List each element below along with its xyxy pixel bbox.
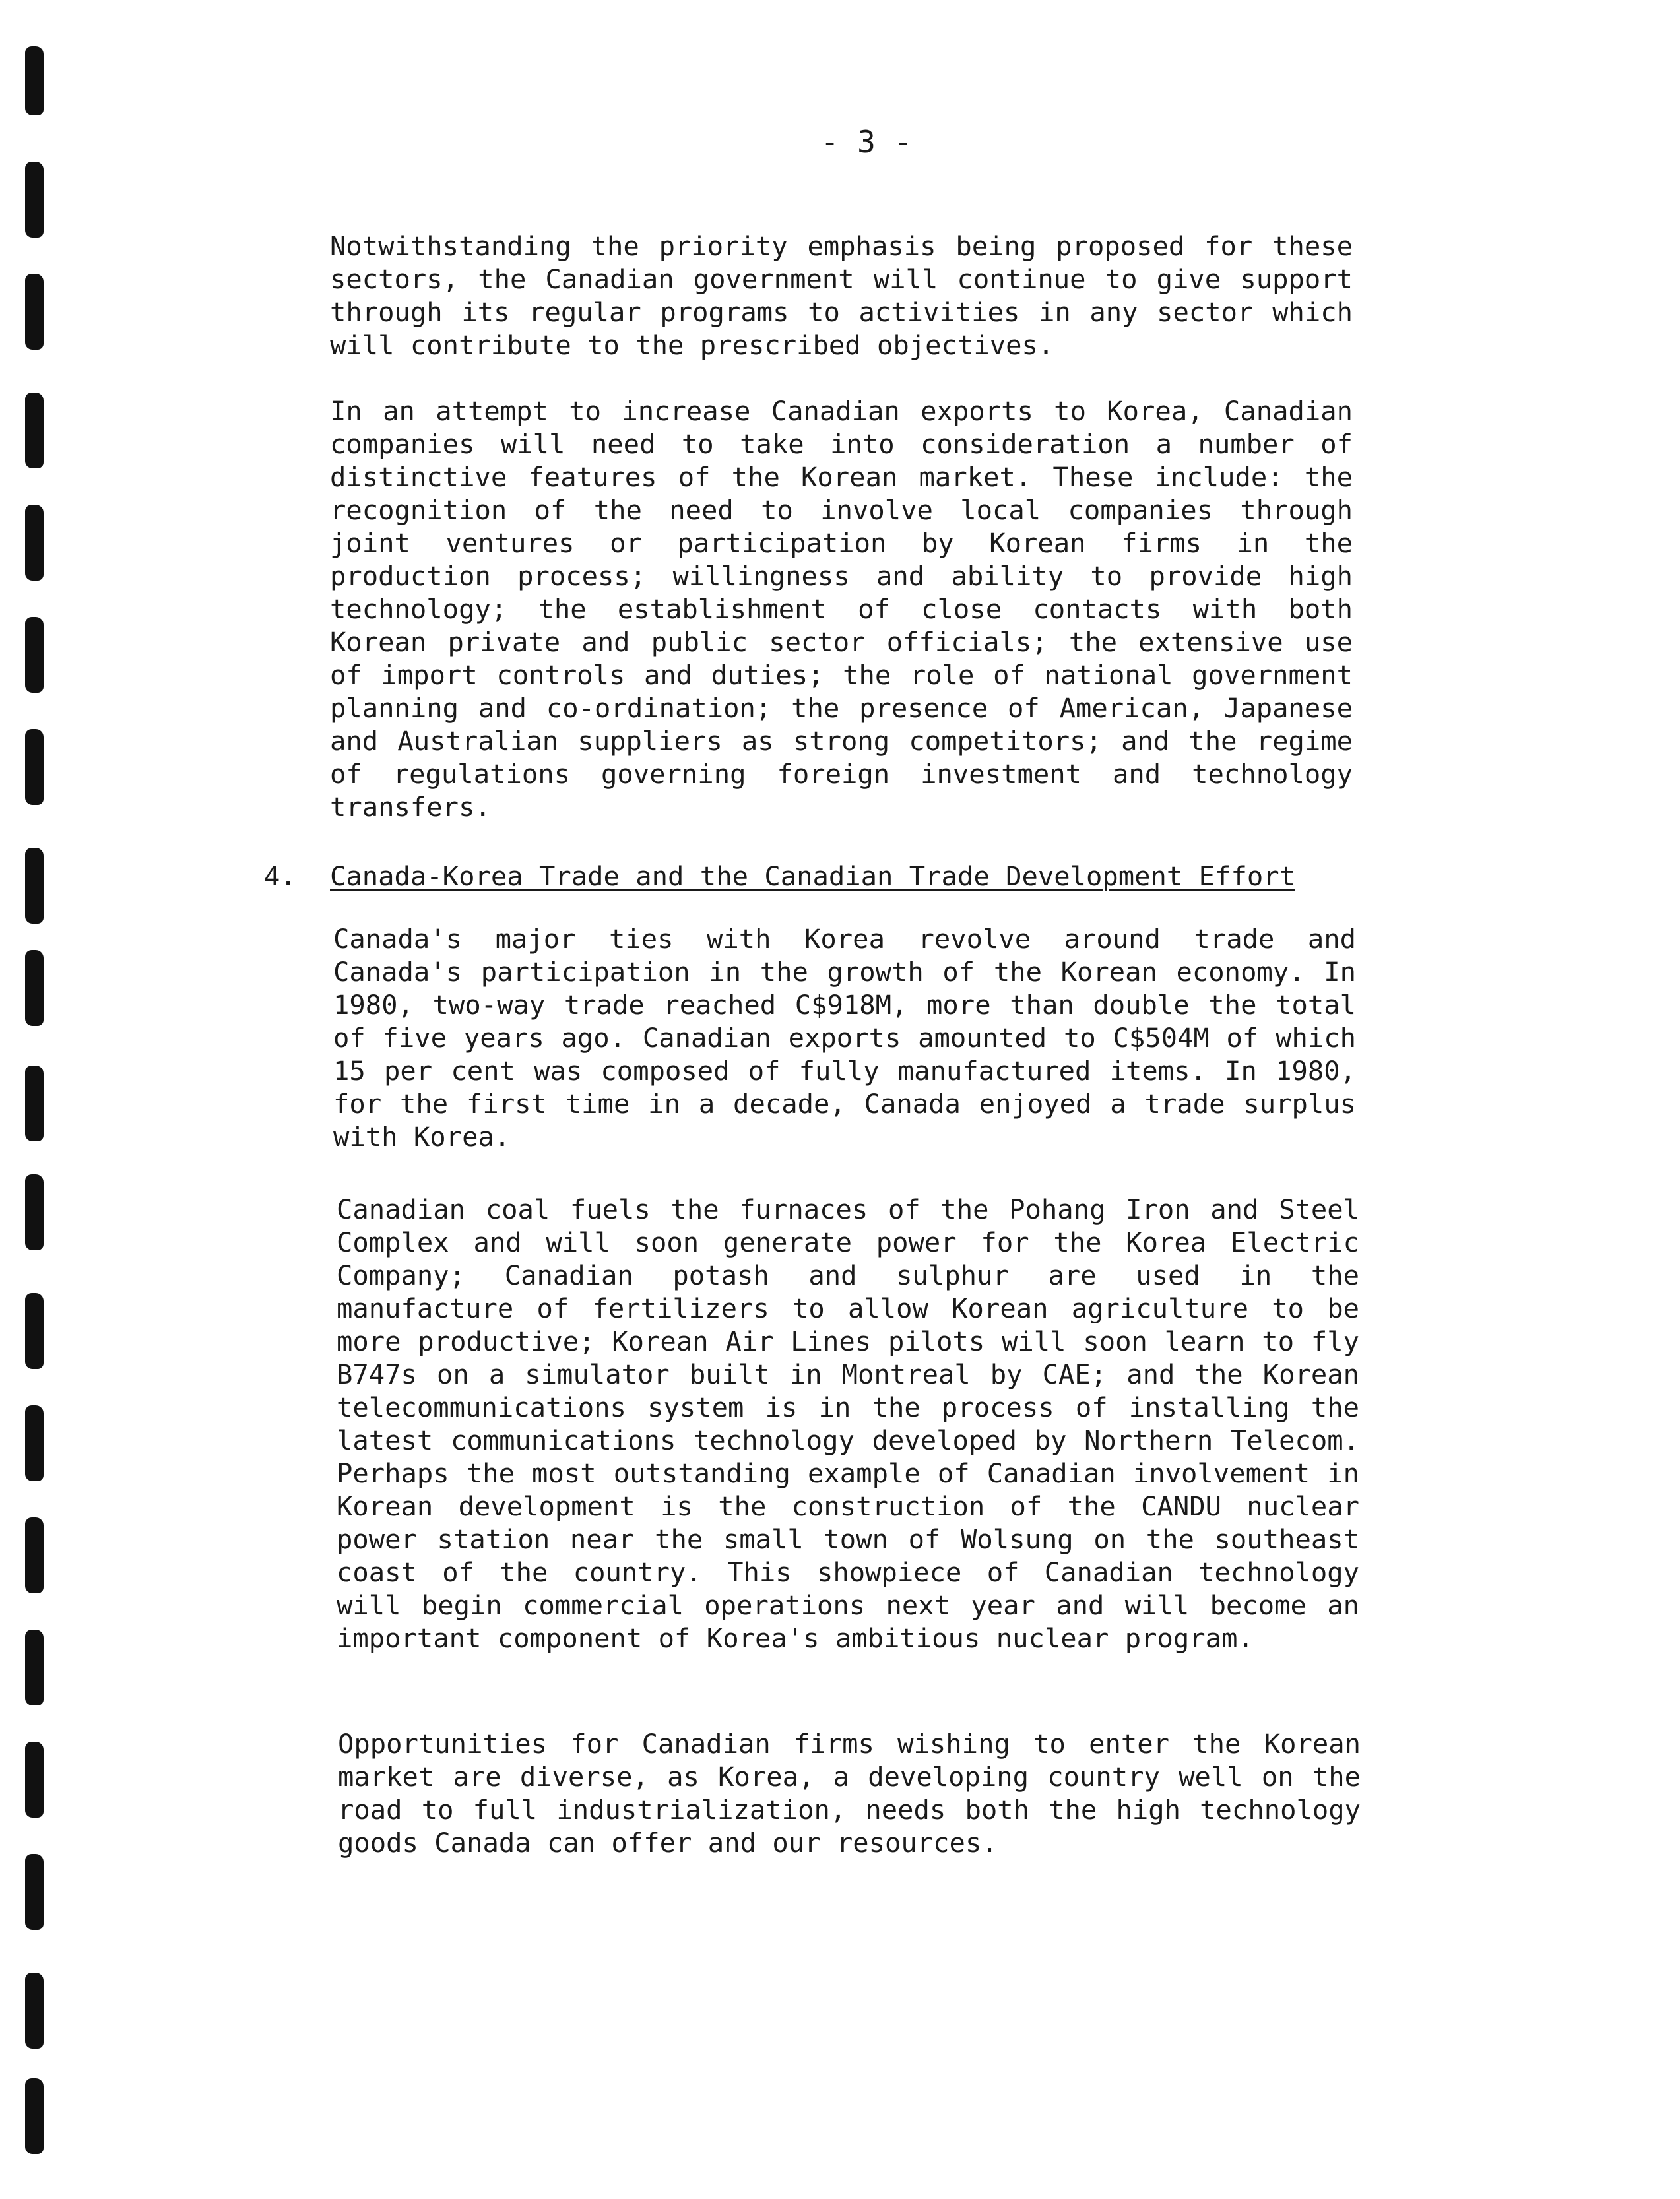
binder-hole — [25, 46, 44, 115]
section-title: Canada-Korea Trade and the Canadian Trade Development Effort — [330, 860, 1295, 892]
binder-hole — [25, 950, 44, 1026]
paragraph-sector-support: Notwithstanding the priority emphasis being proposed for these sectors, the Canadian government will continue to give support through its regular programs to activities in any sector which will contribute to the prescribed objectives. — [330, 230, 1353, 361]
binder-hole — [25, 1293, 44, 1369]
binder-hole — [25, 505, 44, 581]
section-heading — [264, 860, 1386, 893]
binder-hole-marks — [20, 40, 59, 2151]
binder-hole — [25, 1973, 44, 2049]
binder-hole — [25, 2078, 44, 2154]
binder-hole — [25, 1066, 44, 1141]
binder-hole — [25, 617, 44, 693]
binder-hole — [25, 1174, 44, 1250]
binder-hole — [25, 1517, 44, 1593]
binder-hole — [25, 1630, 44, 1705]
binder-hole — [25, 393, 44, 468]
page-number: - 3 - — [820, 124, 913, 160]
binder-hole — [25, 1405, 44, 1481]
binder-hole — [25, 1742, 44, 1818]
paragraph-korean-market-features: In an attempt to increase Canadian exports to Korea, Canadian companies will need to take into consideration a number of distinctive features of the Korean market. These include: the recognition of the need to involve local companies through joint ventures or participation by Korean firms in the production process; willingness and ability to provide high technology; the establishment of close contacts with both Korean private and public sector officials; the extensive use of import controls and duties; the role of national government planning and co-ordination; the presence of American, Japanese and Australian suppliers as strong competitors; and the regime of regulations governing foreign investment and technology transfers. — [330, 395, 1353, 823]
binder-hole — [25, 274, 44, 350]
paragraph-trade-ties: Canada's major ties with Korea revolve around trade and Canada's participation in the growth of the Korean economy. In 1980, two-way trade reached C$918M, more than double the total of five years ago. Canadian exports amounted to C$504M of which 15 per cent was composed of fully manufactured items. In 1980, for the first time in a decade, Canada enjoyed a trade surplus with Korea. — [333, 923, 1356, 1153]
binder-hole — [25, 729, 44, 805]
binder-hole — [25, 848, 44, 924]
paragraph-canadian-involvement: Canadian coal fuels the furnaces of the Pohang Iron and Steel Complex and will soon generate power for the Korea Electric Company; Canadian potash and sulphur are used in the manufacture of fertilizers to allow Korean agriculture to be more productive; Korean Air Lines pilots will soon learn to fly B747s on a simulator built in Montreal by CAE; and the Korean telecommunications system is in the process of installing the latest communications technology developed by Northern Telecom. Perhaps the most outstanding example of Canadian involvement in Korean development is the construction of the CANDU nuclear power station near the small town of Wolsung on the southeast coast of the country. This showpiece of Canadian technology will begin commercial operations next year and will become an important component of Korea's ambitious nuclear program. — [337, 1194, 1359, 1654]
binder-hole — [25, 162, 44, 238]
paragraph-opportunities: Opportunities for Canadian firms wishing to enter the Korean market are diverse, as Korea, a developing country well on the road to full industrialization, needs both the high technology goods Canada can offer and our resources. — [338, 1728, 1361, 1859]
binder-hole — [25, 1854, 44, 1930]
section-number: 4. — [264, 860, 296, 892]
